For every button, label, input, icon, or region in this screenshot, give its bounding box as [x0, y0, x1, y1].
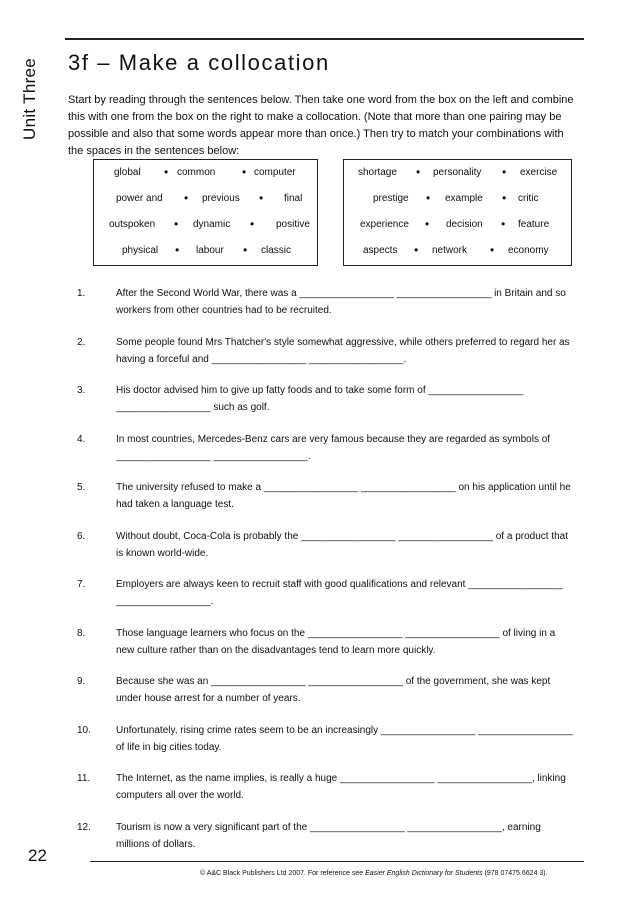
left-box-word: outspoken [109, 219, 156, 230]
instructions: Start by reading through the sentences below. Then take one word from the box on the left and combine this with one from the box on the right to make a collocation. (Note that more than one pairing may be possible and also that some words appear more than once.) Then try to match your combinations with the spaces in the sentences below: [68, 94, 574, 157]
right-box-word: personality [433, 167, 482, 178]
question-text: Because she was an _________________ _________________ of the government, she was kept under house arrest for a number of years. [116, 676, 551, 704]
right-box-word: exercise [520, 167, 558, 178]
bullet-separator: • [174, 217, 179, 231]
question-number: 12. [77, 821, 91, 833]
right-box-word: shortage [358, 167, 397, 178]
question-number: 1. [77, 288, 86, 299]
unit-label: Unit Three [20, 57, 39, 140]
bottom-rule [90, 861, 584, 862]
footer-suffix: (978 07475 6624 3). [482, 870, 548, 877]
bullet-separator: • [425, 217, 430, 231]
right-box-row [344, 193, 571, 207]
left-box-word: labour [196, 245, 224, 256]
bullet-separator: • [426, 191, 431, 205]
left-box-row [94, 219, 317, 233]
bullet-separator: • [175, 243, 180, 257]
question-number: 3. [77, 385, 86, 396]
right-box-word: example [445, 193, 483, 204]
right-box-word: experience [360, 219, 409, 230]
right-box-word: decision [446, 219, 483, 230]
question-text: Some people found Mrs Thatcher's style somewhat aggressive, while others preferred to regard her as having a forceful and _________________ _________________. [116, 336, 570, 365]
question-text: After the Second World War, there was a _________________ _________________ in Britain and so workers from other countries had to be recruited. [116, 288, 566, 316]
word-box-right [343, 159, 572, 266]
bullet-separator: • [250, 217, 255, 231]
bullet-separator: • [502, 165, 507, 179]
question-text: Tourism is now a very significant part of the _________________ _________________, earning millions of dollars. [116, 821, 541, 850]
bullet-separator: • [184, 191, 189, 205]
bullet-separator: • [243, 243, 248, 257]
question-text: The Internet, as the name implies, is really a huge _________________ _________________, linking computers all over the world. [116, 773, 566, 801]
right-box-row [344, 245, 571, 259]
bullet-separator: • [259, 191, 264, 205]
left-box-row [94, 193, 317, 207]
question-number: 8. [77, 627, 86, 639]
question-number: 6. [77, 530, 86, 542]
left-box-word: previous [202, 193, 240, 204]
bullet-separator: • [414, 243, 419, 257]
footer-book-title: Easier English Dictionary for Students [365, 870, 483, 877]
right-box-word: network [432, 245, 468, 256]
question-text: Employers are always keen to recruit staff with good qualifications and relevant _________________ _________________. [116, 579, 563, 607]
bullet-separator: • [416, 165, 421, 179]
left-box-word: positive [276, 219, 310, 230]
question-text: In most countries, Mercedes-Benz cars are very famous because they are regarded as symbols of _________________ _________________. [116, 433, 551, 462]
footer-credit [200, 870, 548, 877]
left-box-word: computer [254, 167, 296, 178]
page-title: 3f – Make a collocation [68, 50, 330, 75]
bullet-separator: • [164, 165, 169, 179]
left-box-word: dynamic [193, 219, 231, 230]
left-box-word: global [114, 167, 141, 178]
left-box-row [94, 167, 317, 181]
question-number: 5. [77, 482, 86, 493]
left-box-word: classic [261, 245, 292, 256]
question-number: 2. [77, 336, 86, 348]
right-box-row [344, 167, 571, 181]
word-box-left [93, 159, 318, 266]
right-box-word: aspects [363, 245, 398, 256]
bullet-separator: • [242, 165, 247, 179]
top-rule [65, 38, 584, 40]
question-text: Without doubt, Coca-Cola is probably the _________________ _________________ of a product that is known world-wide. [116, 530, 569, 559]
question-text: Unfortunately, rising crime rates seem to be an increasingly _________________ _________________ of life in big cities today. [116, 724, 573, 753]
question-text: His doctor advised him to give up fatty foods and to take some form of _________________ _________________ such as golf. [116, 385, 523, 413]
question-text: The university refused to make a _________________ _________________ on his application until he had taken a language test. [116, 482, 571, 510]
question-number: 11. [77, 773, 91, 784]
footer-prefix: © A&C Black Publishers Ltd 2007. For reference see [200, 870, 366, 877]
question-number: 4. [77, 433, 86, 445]
right-box-word: feature [518, 219, 550, 230]
right-box-row [344, 219, 571, 233]
left-box-row [94, 245, 317, 259]
right-box-word: economy [508, 245, 549, 256]
question-number: 7. [77, 579, 86, 590]
right-box-word: prestige [373, 193, 409, 204]
left-box-word: physical [122, 245, 159, 256]
page-number: 22 [28, 846, 47, 865]
bullet-separator: • [502, 191, 507, 205]
bullet-separator: • [501, 217, 506, 231]
left-box-word: final [284, 193, 303, 204]
right-box-word: critic [518, 193, 539, 204]
bullet-separator: • [490, 243, 495, 257]
question-number: 9. [77, 676, 86, 687]
left-box-word: common [177, 167, 216, 178]
question-number: 10. [77, 724, 91, 736]
question-text: Those language learners who focus on the _________________ _________________ of living in a new culture rather than on the disadvantages tend to learn more quickly. [116, 627, 556, 656]
left-box-word: power and [116, 193, 163, 204]
